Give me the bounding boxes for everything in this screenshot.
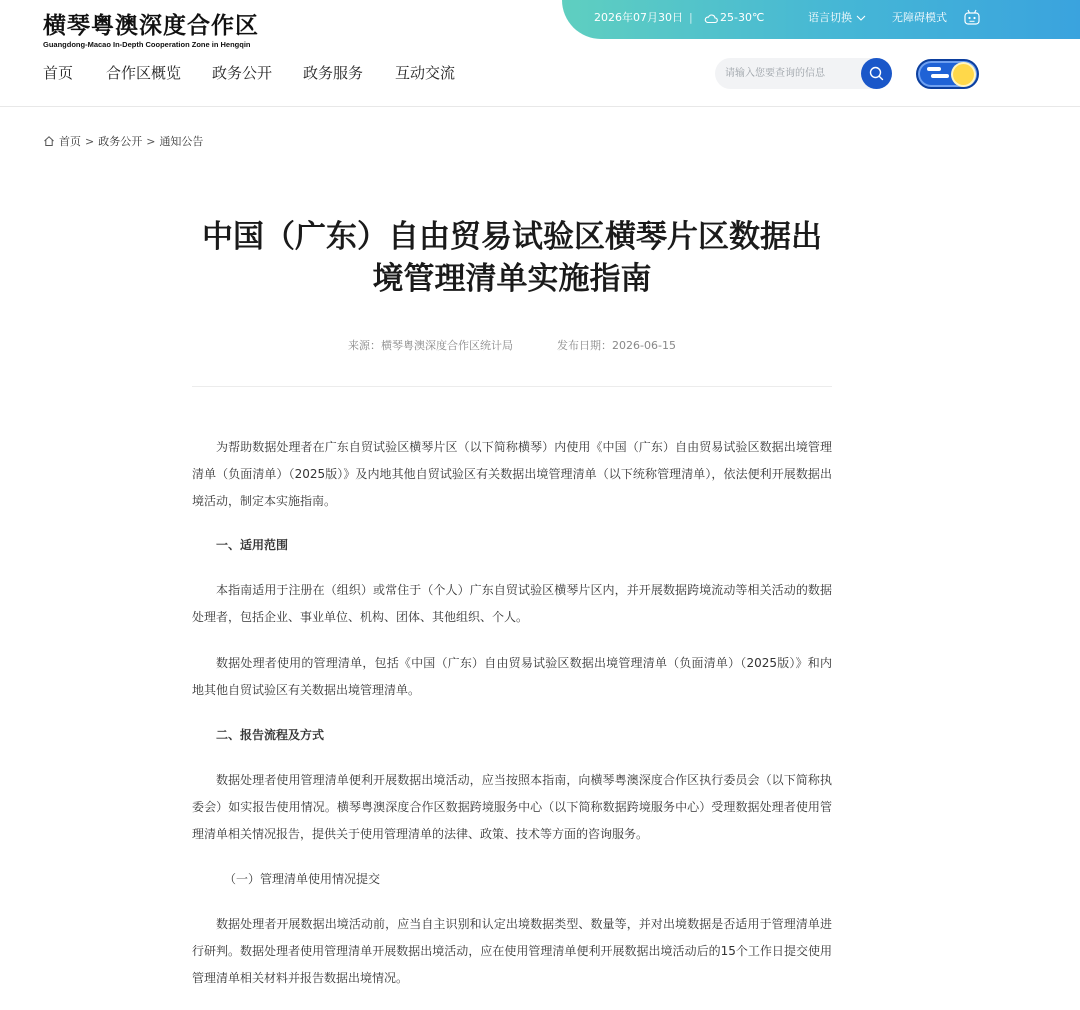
robot-icon[interactable]	[963, 9, 981, 26]
weather	[704, 0, 764, 36]
breadcrumb-government-affairs[interactable]: 政务公开	[98, 135, 143, 148]
paragraph: 数据处理者开展数据出境活动前，应当自主识别和认定出境数据类型、数量等，并对出境数据是否适用于管理清单进行研判。数据处理者使用管理清单开展数据出境活动，应在使用管理清单便利开展数据出境活动后的15个工作日提交使用管理清单相关材料并报告数据出境情况。	[192, 917, 832, 985]
section-heading: 一、适用范围	[216, 538, 289, 552]
nav-item-overview[interactable]: 合作区概览	[106, 64, 182, 82]
breadcrumb	[43, 133, 203, 149]
nav-item-government-services[interactable]: 政务服务	[303, 64, 364, 82]
accessibility-mode-link[interactable]: 无障碍模式	[892, 11, 947, 24]
article-title-line: 境管理清单实施指南	[372, 261, 652, 297]
article-title	[192, 216, 832, 300]
search-input[interactable]	[725, 64, 861, 83]
search-box	[715, 58, 892, 89]
paragraph: 数据处理者使用管理清单便利开展数据出境活动，应当按照本指南，向横琴粤澳深度合作区执行委员会（以下简称执委会）如实报告使用情况。横琴粤澳深度合作区数据跨境服务中心（以下简称数据跨境服务中心）受理数据处理者使用管理清单相关情况报告，提供关于使用管理清单的法律、政策、技术等方面的咨询服务。	[192, 773, 832, 841]
section-heading: 二、报告流程及方式	[216, 728, 325, 742]
search-icon	[869, 66, 884, 81]
divider	[192, 386, 832, 387]
nav-item-home[interactable]: 首页	[43, 64, 74, 82]
paragraph: 本指南适用于注册在（组织）或常住于（个人）广东自贸试验区横琴片区内，并开展数据跨境流动等相关活动的数据处理者，包括企业、事业单位、机构、团体、其他组织、个人。	[192, 583, 832, 624]
language-switch-label: 语言切换	[808, 11, 852, 24]
subsection-heading: （一）管理清单使用情况提交	[224, 872, 381, 886]
current-date: 2026年07月30日	[594, 11, 683, 24]
weather-temperature: 25-30℃	[720, 11, 765, 24]
sun-icon	[953, 64, 974, 85]
theme-toggle[interactable]	[916, 59, 979, 89]
site-logo[interactable]	[43, 12, 259, 49]
cloud-stripe-icon	[927, 67, 941, 71]
cloud-icon	[704, 13, 718, 24]
logo-title: 横琴粤澳深度合作区	[43, 13, 259, 39]
breadcrumb-separator: >	[85, 134, 95, 148]
article-source: 来源：横琴粤澳深度合作区统计局	[348, 339, 514, 352]
cloud-stripe-icon	[931, 74, 949, 78]
breadcrumb-notices[interactable]: 通知公告	[159, 135, 204, 148]
home-icon	[43, 135, 55, 147]
article-title-line: 中国（广东）自由贸易试验区横琴片区数据出	[202, 219, 822, 255]
breadcrumb-separator: >	[146, 134, 156, 148]
site-header	[0, 0, 1080, 107]
search-button[interactable]	[861, 58, 892, 89]
article-meta	[192, 337, 832, 353]
paragraph: 为帮助数据处理者在广东自贸试验区横琴片区（以下简称横琴）内使用《中国（广东）自由贸易试验区数据出境管理清单（负面清单）（2025版）》及内地其他自贸试验区有关数据出境管理清单（以下统称管理清单），依法便利开展数据出境活动，制定本实施指南。	[192, 440, 832, 508]
chevron-down-icon	[856, 15, 866, 21]
paragraph: 数据处理者使用的管理清单，包括《中国（广东）自由贸易试验区数据出境管理清单（负面清单）（2025版）》和内地其他自贸试验区有关数据出境管理清单。	[192, 656, 832, 697]
nav-item-interaction[interactable]: 互动交流	[395, 64, 456, 82]
language-switch[interactable]	[808, 0, 866, 36]
breadcrumb-home[interactable]: 首页	[59, 135, 81, 148]
logo-subtitle: Guangdong-Macao In-Depth Cooperation Zone in Hengqin	[43, 40, 251, 49]
nav-item-government-affairs[interactable]: 政务公开	[212, 64, 273, 82]
topbar-divider: |	[689, 11, 693, 24]
publish-date: 发布日期：2026-06-15	[557, 339, 676, 352]
top-info-bar	[562, 0, 1080, 39]
